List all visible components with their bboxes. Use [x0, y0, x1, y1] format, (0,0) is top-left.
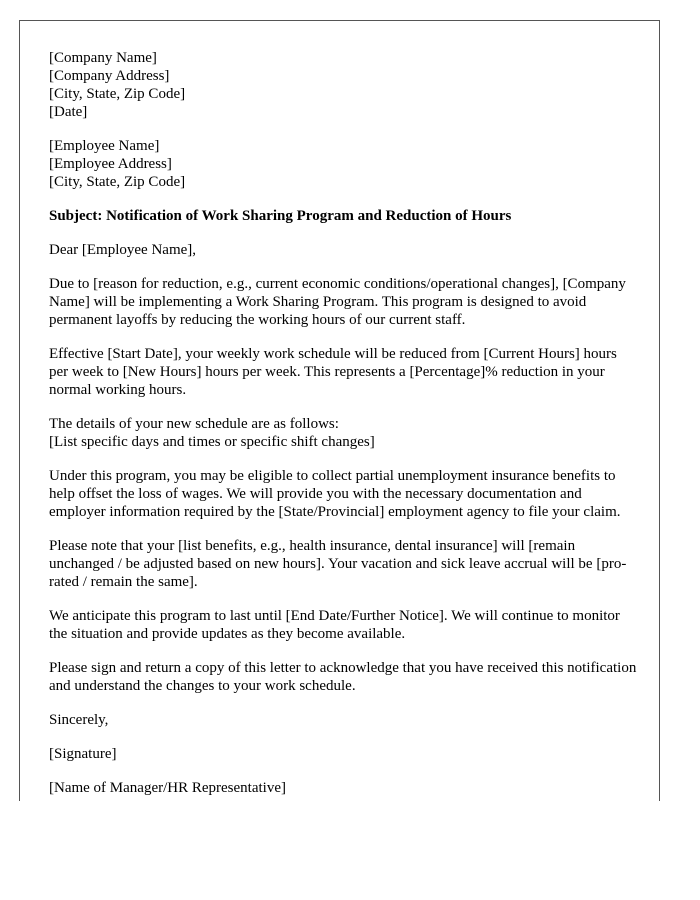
signature: [Signature] — [49, 746, 117, 762]
paragraph-acknowledge: Please sign and return a copy of this letter to acknowledge that you have received this notification and understand the changes to your work schedule. — [49, 660, 637, 694]
recipient-address: [Employee Address] — [49, 156, 172, 172]
recipient-block — [49, 137, 639, 191]
sender-company-name: [Company Name] — [49, 50, 157, 66]
letter-page — [19, 20, 660, 801]
paragraph-duration: We anticipate this program to last until [End Date/Further Notice]. We will continue to monitor the situation and provide updates as they become available. — [49, 608, 620, 642]
closing: Sincerely, — [49, 712, 109, 728]
recipient-city-state-zip: [City, State, Zip Code] — [49, 174, 186, 190]
paragraph-reason: Due to [reason for reduction, e.g., current economic conditions/operational changes], [Company Name] will be implementing a Work Sharing Program. This program is designed to avoid permanent layoffs by reducing the working hours of our current staff. — [49, 276, 626, 328]
letter-body — [49, 49, 639, 801]
salutation: Dear [Employee Name], — [49, 242, 197, 258]
sender-company-address: [Company Address] — [49, 68, 170, 84]
schedule-placeholder: [List specific days and times or specific shift changes] — [49, 434, 375, 450]
signer-name: [Name of Manager/HR Representative] — [49, 780, 286, 796]
sender-city-state-zip: [City, State, Zip Code] — [49, 86, 186, 102]
paragraph-unemployment: Under this program, you may be eligible to collect partial unemployment insurance benefits to help offset the loss of wages. We will provide you with the necessary documentation and employer information required by the [State/Provincial] employment agency to file your claim. — [49, 468, 621, 520]
paragraph-benefits: Please note that your [list benefits, e.g., health insurance, dental insurance] will [remain unchanged / be adjusted based on new hours]. Your vacation and sick leave accrual will be [pro-rated / remain the same]. — [49, 538, 627, 590]
paragraph-hours: Effective [Start Date], your weekly work schedule will be reduced from [Current Hours] hours per week to [New Hours] hours per week. This represents a [Percentage]% reduction in your normal working hours. — [49, 346, 617, 398]
recipient-name: [Employee Name] — [49, 138, 160, 154]
schedule-block — [49, 415, 639, 451]
sender-block — [49, 49, 639, 121]
subject-line: Subject: Notification of Work Sharing Program and Reduction of Hours — [49, 208, 512, 224]
letter-date: [Date] — [49, 104, 88, 120]
schedule-intro: The details of your new schedule are as follows: — [49, 416, 339, 432]
